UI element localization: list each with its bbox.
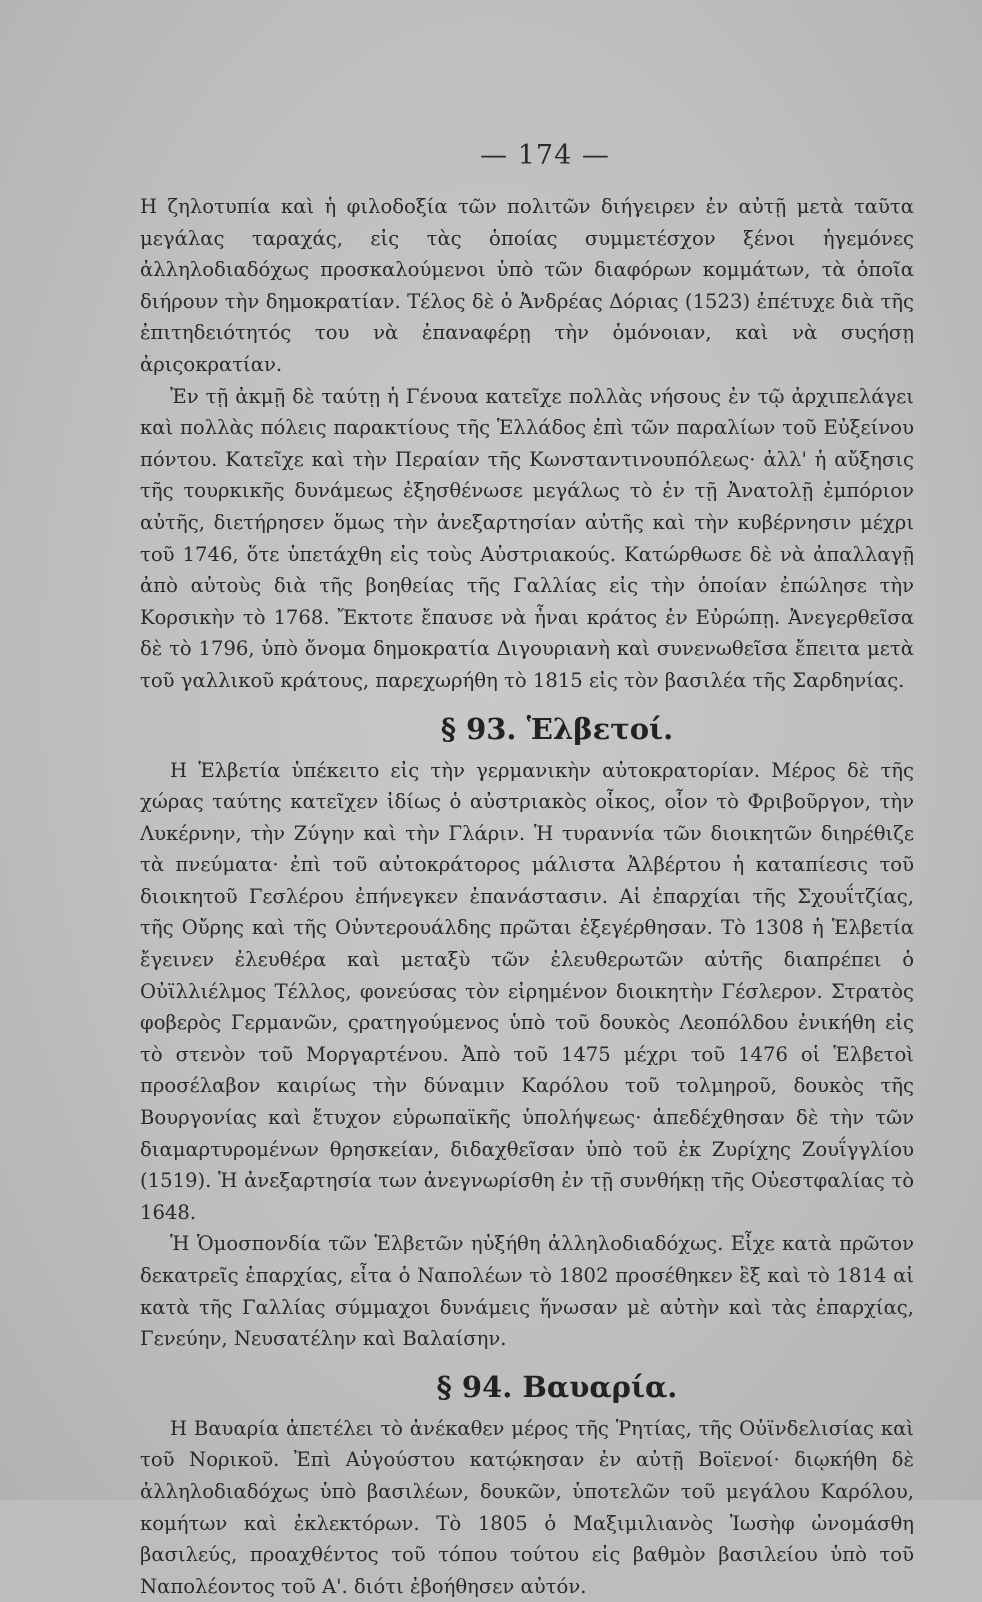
paragraph-genoa-2: Ἐν τῇ ἀκμῇ δὲ ταύτῃ ἡ Γένουα κατεῖχε πολλὰς νήσους ἐν τῷ ἀρχιπελάγει καὶ πολλὰς πόλεις παρακτίους τῆς Ἑλλάδος ἐπὶ τῶν παραλίων τοῦ Εὐξείνου πόντου. Κατεῖχε καὶ τὴν Περαίαν τῆς Κωνσταντινουπόλεως· ἀλλ' ἡ αὔξησις τῆς τουρκικῆς δυνάμεως ἐξησθένωσε μεγάλως τὸ ἐν τῇ Ἀνατολῇ ἐμπόριον αὐτῆς, διετήρησεν ὅμως τὴν ἀνεξαρτησίαν αὐτῆς καὶ τὴν κυβέρνησιν μέχρι τοῦ 1746, ὅτε ὑπετάχθη εἰς τοὺς Αὐστριακούς. Κατώρθωσε δὲ νὰ ἀπαλλαγῇ ἀπὸ αὐτοὺς διὰ τῆς βοηθείας τῆς Γαλλίας εἰς τὴν ὁποίαν ἐπώλησε τὴν Κορσικὴν τὸ 1768. Ἔκτοτε ἔπαυσε νὰ ἦναι κράτος ἐν Εὐρώπῃ. Ἀνεγερθεῖσα δὲ τὸ 1796, ὑπὸ ὄνομα δημοκρατία Διγουριανὴ καὶ συνενωθεῖσα ἔπειτα μετὰ τοῦ γαλλικοῦ κράτους, παρεχωρήθη τὸ 1815 εἰς τὸν βασιλέα τῆς Σαρδηνίας.	[140, 384, 914, 692]
section-heading-94: § 94. Βαυαρία.	[436, 1369, 678, 1404]
page-number: — 174 —	[480, 140, 610, 171]
paragraph-helvetia-2: Ἡ Ὁμοσπονδία τῶν Ἑλβετῶν ηὐξήθη ἀλληλοδιαδόχως. Εἶχε κατὰ πρῶτον δεκατρεῖς ἐπαρχίας, εἶτα ὁ Ναπολέων τὸ 1802 προσέθηκεν ἓξ καὶ τὸ 1814 αἱ κατὰ τῆς Γαλλίας σύμμαχοι δυνάμεις ἥνωσαν μὲ αὐτὴν καὶ τὰς ἐπαρχίας, Γενεύην, Νευσατέλην καὶ Βαλαίσην.	[140, 1232, 914, 1351]
paragraph-bavaria-1: Η Βαυαρία ἀπετέλει τὸ ἀνέκαθεν μέρος τῆς Ῥητίας, τῆς Οὐϊνδελισίας καὶ τοῦ Νορικοῦ. Ἐπὶ Αὐγούστου κατῴκησαν ἐν αὐτῇ Βοϊενοί· διῳκήθη δὲ ἀλληλοδιαδόχως ὑπὸ βασιλέων, δουκῶν, ὑποτελῶν τοῦ μεγάλου Καρόλου, κομήτων καὶ ἐκλεκτόρων. Τὸ 1805 ὁ Μαξιμιλιανὸς Ἰωσὴφ ὠνομάσθη βασιλεύς, προαχθέντος τοῦ τόπου τούτου εἰς βαθμὸν βασιλείου ὑπὸ τοῦ Ναπολέοντος τοῦ Α'. διότι ἐβοήθησεν αὐτόν.	[140, 1416, 914, 1598]
paragraph-helvetia-1: Η Ἑλβετία ὑπέκειτο εἰς τὴν γερμανικὴν αὐτοκρατορίαν. Μέρος δὲ τῆς χώρας ταύτης κατεῖχεν ἰδίως ὁ αὐστριακὸς οἶκος, οἷον τὸ Φριβοῦργον, τὴν Λυκέρνην, τὴν Ζύγην καὶ τὴν Γλάριν. Ἡ τυραννία τῶν διοικητῶν διηρέθιζε τὰ πνεύματα· ἐπὶ τοῦ αὐτοκράτορος μάλιστα Ἀλβέρτου ἡ καταπίεσις τοῦ διοικητοῦ Γεσλέρου ἐπήνεγκεν ἐπανάστασιν. Αἱ ἐπαρχίαι τῆς Σχουΐτζίας, τῆς Οὔρης καὶ τῆς Οὐντερουάλδης πρῶται ἐξεγέρθησαν. Τὸ 1308 ἡ Ἑλβετία ἔγεινεν ἐλευθέρα καὶ μεταξὺ τῶν ἐλευθερωτῶν αὐτῆς διαπρέπει ὁ Οὐϊλλιέλμος Τέλλος, φονεύσας τὸν εἰρημένον διοικητὴν Γέσλερον. Στρατὸς φοβερὸς Γερμανῶν, ςρατηγούμενος ὑπὸ τοῦ δουκὸς Λεοπόλδου ἐνικήθη εἰς τὸ στενὸν τοῦ Μοργαρτένου. Ἀπὸ τοῦ 1475 μέχρι τοῦ 1476 οἱ Ἑλβετοὶ προσέλαβον καιρίως τὴν δύναμιν Καρόλου τοῦ τολμηροῦ, δουκὸς τῆς Βουργονίας καὶ ἔτυχον εὐρωπαϊκῆς ὑπολήψεως· ἀπεδέχθησαν δὲ τὴν τῶν διαμαρτυρομένων θρησκείαν, διδαχθεῖσαν ὑπὸ τοῦ ἐκ Ζυρίχης Ζουΐγγλίου (1519). Ἡ ἀνεξαρτησία των ἀνεγνωρίσθη ἐν τῇ συνθήκῃ τῆς Οὐεστφαλίας τὸ 1648.	[140, 758, 914, 1224]
section-heading-93: § 93. Ἑλβετοί.	[440, 711, 674, 746]
paragraph-genoa-1: Η ζηλοτυπία καὶ ἡ φιλοδοξία τῶν πολιτῶν διήγειρεν ἐν αὐτῇ μετὰ ταῦτα μεγάλας ταραχάς, εἰς τὰς ὁποίας συμμετέσχον ξένοι ἡγεμόνες ἀλληλοδιαδόχως προσκαλούμενοι ὑπὸ τῶν διαφόρων κομμάτων, τὰ ὁποῖα διήρουν τὴν δημοκρατίαν. Τέλος δὲ ὁ Ἀνδρέας Δόριας (1523) ἐπέτυχε διὰ τῆς ἐπιτηδειότητός του νὰ ἐπαναφέρῃ τὴν ὁμόνοιαν, καὶ νὰ συςήσῃ ἀριςοκρατίαν.	[140, 195, 914, 376]
